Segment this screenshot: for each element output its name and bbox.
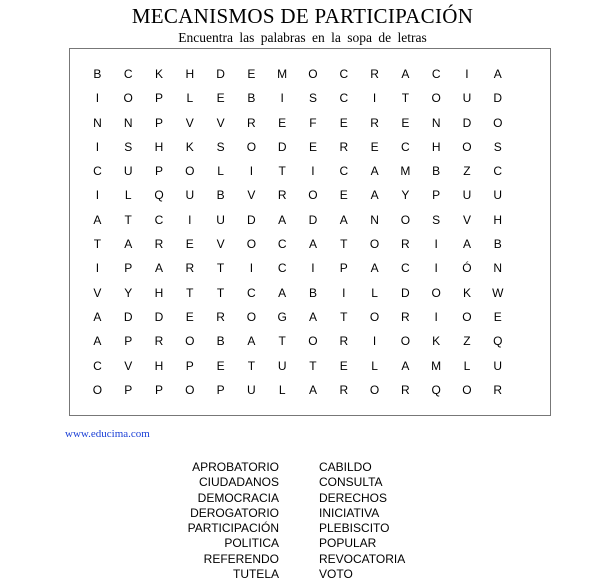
grid-letter: K <box>185 139 194 154</box>
grid-letter: O <box>308 188 318 203</box>
grid-letter: T <box>340 309 348 324</box>
grid-letter: I <box>434 237 438 252</box>
word-list-item: CABILDO <box>319 460 372 474</box>
grid-letter: O <box>185 382 195 397</box>
grid-letter: V <box>216 237 225 252</box>
grid-letter: E <box>185 237 194 252</box>
grid-letter: S <box>124 139 133 154</box>
grid-letter: A <box>308 382 317 397</box>
grid-letter: M <box>277 67 288 81</box>
grid-letter: C <box>154 212 164 227</box>
grid-letter: R <box>339 139 349 154</box>
grid-letter: C <box>401 139 410 154</box>
grid-letter: A <box>124 237 133 252</box>
grid-letter: C <box>339 91 349 106</box>
grid-letter: H <box>154 139 164 154</box>
grid-letter: B <box>93 67 102 81</box>
grid-letter: H <box>431 139 441 154</box>
grid-letter: O <box>431 285 441 300</box>
grid-letter: Y <box>124 285 133 300</box>
grid-letter: T <box>216 285 225 300</box>
grid-letter: S <box>432 212 441 227</box>
grid-letter: I <box>188 212 192 227</box>
word-list-item: REVOCATORIA <box>319 551 406 566</box>
grid-letter: I <box>280 91 284 106</box>
grid-letter: I <box>249 164 254 179</box>
grid-letter: U <box>185 188 195 203</box>
grid-letter: R <box>185 261 195 276</box>
grid-letter: P <box>339 261 348 276</box>
grid-letter: R <box>401 237 410 252</box>
grid-letter: K <box>462 285 471 300</box>
grid-letter: K <box>154 67 163 81</box>
grid-letter: L <box>217 164 224 179</box>
grid-letter: D <box>462 115 472 130</box>
grid-letter: W <box>492 285 504 300</box>
grid-letter: P <box>124 261 133 276</box>
grid-letter: T <box>278 164 286 179</box>
grid-letter: E <box>401 115 410 130</box>
grid-letter: Z <box>463 164 471 179</box>
grid-letter: I <box>372 334 377 349</box>
grid-letter: R <box>370 67 379 81</box>
grid-letter: Ó <box>462 261 472 276</box>
grid-letter: L <box>278 382 286 397</box>
grid-letter: I <box>465 67 469 81</box>
grid-letter: I <box>249 261 254 276</box>
grid-letter: N <box>370 212 379 227</box>
grid-letter: C <box>93 358 102 373</box>
grid-letter: R <box>401 382 410 397</box>
grid-letter: R <box>401 309 410 324</box>
grid-letter: O <box>185 164 195 179</box>
grid-letter: O <box>92 382 103 397</box>
grid-letter: E <box>370 139 379 154</box>
grid-letter: A <box>278 285 287 300</box>
grid-letter: O <box>246 237 257 252</box>
word-list-item: REFERENDO <box>203 551 279 566</box>
grid-letter: O <box>246 139 257 154</box>
grid-letter: D <box>247 212 256 227</box>
grid-letter: P <box>154 115 163 130</box>
grid-letter: N <box>493 261 503 276</box>
grid-letter: V <box>93 285 102 300</box>
grid-letter: E <box>339 358 348 373</box>
grid-letter: O <box>431 91 441 106</box>
grid-letter: A <box>462 237 471 252</box>
grid-letter: O <box>400 334 411 349</box>
grid-letter: U <box>493 358 503 373</box>
grid-letter: E <box>278 115 287 130</box>
word-list-item: VOTO <box>319 567 353 582</box>
grid-letter: B <box>247 91 256 106</box>
grid-letter: C <box>123 67 133 81</box>
grid-letter: D <box>493 91 503 106</box>
grid-letter: M <box>431 358 442 373</box>
grid-letter: D <box>401 285 410 300</box>
grid-letter: A <box>154 261 163 276</box>
grid-letter: O <box>185 334 195 349</box>
grid-letter: U <box>277 358 287 373</box>
grid-letter: V <box>124 358 133 373</box>
grid-letter: A <box>93 212 102 227</box>
grid-letter: I <box>95 139 100 154</box>
grid-letter: C <box>493 164 503 179</box>
grid-letter: O <box>246 309 257 324</box>
grid-letter: R <box>370 115 379 130</box>
word-list-item: TUTELA <box>232 567 279 582</box>
grid-letter: O <box>462 309 472 324</box>
grid-letter: C <box>277 261 287 276</box>
grid-letter: I <box>95 91 100 106</box>
grid-letter: B <box>216 188 225 203</box>
grid-letter: V <box>462 212 471 227</box>
grid-letter: C <box>339 164 349 179</box>
grid-letter: L <box>124 188 132 203</box>
grid-letter: V <box>216 115 225 130</box>
grid-letter: I <box>372 91 377 106</box>
grid-letter: A <box>370 188 379 203</box>
grid-letter: A <box>93 334 102 349</box>
grid-letter: I <box>95 188 100 203</box>
word-list-item: PLEBISCITO <box>319 521 390 536</box>
grid-letter: O <box>308 334 318 349</box>
word-list-item: DEROGATORIO <box>190 505 279 520</box>
grid-letter: A <box>401 67 410 81</box>
grid-letter: F <box>309 115 317 130</box>
grid-letter: T <box>93 237 102 252</box>
grid-letter: O <box>369 309 380 324</box>
grid-letter: I <box>311 164 315 179</box>
grid-letter: A <box>339 212 348 227</box>
grid-letter: T <box>340 237 348 252</box>
grid-letter: V <box>247 188 256 203</box>
grid-letter: O <box>308 67 318 81</box>
grid-letter: R <box>339 382 349 397</box>
grid-letter: P <box>185 358 194 373</box>
grid-letter: O <box>123 91 133 106</box>
grid-letter: R <box>339 334 349 349</box>
grid-letter: I <box>434 261 438 276</box>
grid-letter: Q <box>493 334 503 349</box>
word-list-item: DEMOCRACIA <box>197 490 279 505</box>
grid-letter: A <box>370 261 379 276</box>
grid-letter: U <box>462 91 472 106</box>
grid-letter: R <box>216 309 225 324</box>
website-link[interactable]: www.educima.com <box>65 428 150 440</box>
word-list-item: APROBATORIO <box>192 460 279 474</box>
grid-letter: R <box>277 188 287 203</box>
grid-letter: S <box>308 91 317 106</box>
grid-letter: B <box>432 164 441 179</box>
word-list-left <box>188 460 279 582</box>
grid-letter: H <box>185 67 195 81</box>
grid-letter: O <box>400 212 411 227</box>
grid-letter: I <box>342 285 346 300</box>
word-list-item: POLITICA <box>224 536 279 551</box>
word-search-grid <box>82 62 513 402</box>
grid-letter: E <box>308 139 317 154</box>
grid-letter: D <box>154 309 164 324</box>
grid-letter: E <box>216 358 225 373</box>
grid-letter: D <box>123 309 133 324</box>
grid-letter: E <box>216 91 225 106</box>
grid-letter: E <box>247 67 256 81</box>
grid-letter: H <box>154 285 164 300</box>
grid-letter: R <box>247 115 256 130</box>
grid-letter: E <box>185 309 194 324</box>
grid-letter: T <box>186 285 194 300</box>
grid-letter: K <box>432 334 441 349</box>
grid-letter: E <box>339 115 348 130</box>
grid-letter: G <box>277 309 287 324</box>
grid-letter: B <box>493 237 502 252</box>
grid-letter: N <box>123 115 133 130</box>
word-list-item: DERECHOS <box>319 490 388 505</box>
grid-letter: A <box>308 309 317 324</box>
grid-letter: I <box>95 261 100 276</box>
grid-letter: A <box>308 237 317 252</box>
word-list-item: INICIATIVA <box>319 505 380 520</box>
word-list-right <box>319 460 405 582</box>
grid-letter: P <box>124 382 133 397</box>
grid-letter: T <box>401 91 410 106</box>
grid-letter: L <box>371 358 378 373</box>
grid-letter: O <box>462 139 472 154</box>
grid-letter: E <box>339 188 348 203</box>
grid-letter: S <box>493 139 502 154</box>
grid-letter: A <box>247 334 256 349</box>
grid-letter: C <box>431 67 441 81</box>
grid-letter: A <box>401 358 410 373</box>
grid-letter: I <box>311 261 315 276</box>
grid-letter: Q <box>431 382 441 397</box>
grid-letter: U <box>462 188 472 203</box>
grid-letter: B <box>216 334 225 349</box>
grid-letter: P <box>432 188 441 203</box>
grid-letter: U <box>123 164 133 179</box>
grid-letter: P <box>154 382 163 397</box>
grid-letter: Y <box>401 188 410 203</box>
grid-letter: U <box>493 188 503 203</box>
grid-letter: R <box>154 334 164 349</box>
grid-letter: C <box>401 261 410 276</box>
grid-letter: C <box>93 164 102 179</box>
grid-letter: E <box>493 309 502 324</box>
grid-letter: A <box>493 67 502 81</box>
word-list-item: CONSULTA <box>319 475 383 490</box>
grid-letter: T <box>278 334 286 349</box>
word-list-item: POPULAR <box>319 536 377 551</box>
grid-letter: U <box>216 212 225 227</box>
grid-letter: H <box>154 358 164 373</box>
instructions: Encuentra las palabras en la sopa de letras <box>178 30 427 45</box>
grid-letter: P <box>216 382 225 397</box>
grid-letter: D <box>277 139 287 154</box>
grid-letter: T <box>216 261 225 276</box>
grid-letter: M <box>400 164 411 179</box>
grid-letter: T <box>247 358 256 373</box>
grid-letter: L <box>463 358 471 373</box>
grid-letter: C <box>339 67 349 81</box>
grid-letter: O <box>493 115 503 130</box>
grid-letter: A <box>370 164 379 179</box>
grid-letter: D <box>308 212 318 227</box>
grid-letter: N <box>93 115 102 130</box>
grid-letter: S <box>216 139 225 154</box>
grid-letter: Z <box>463 334 471 349</box>
grid-letter: R <box>493 382 503 397</box>
grid-letter: T <box>124 212 132 227</box>
grid-letter: P <box>124 334 133 349</box>
grid-letter: P <box>154 91 163 106</box>
grid-letter: O <box>369 237 380 252</box>
grid-letter: R <box>154 237 164 252</box>
grid-letter: P <box>154 164 163 179</box>
grid-letter: D <box>216 67 225 81</box>
grid-letter: C <box>277 237 287 252</box>
grid-letter: A <box>93 309 102 324</box>
grid-letter: T <box>309 358 317 373</box>
grid-letter: B <box>308 285 317 300</box>
grid-letter: N <box>431 115 441 130</box>
word-list-item: CIUDADANOS <box>198 475 279 490</box>
grid-letter: Q <box>154 188 164 203</box>
grid-letter: O <box>462 382 472 397</box>
grid-letter: L <box>186 91 194 106</box>
grid-letter: I <box>434 309 438 324</box>
page-title: MECANISMOS DE PARTICIPACIÓN <box>131 4 474 28</box>
grid-letter: U <box>247 382 256 397</box>
grid-letter: H <box>493 212 503 227</box>
word-list-item: PARTICIPACIÓN <box>187 521 279 536</box>
grid-letter: C <box>247 285 256 300</box>
grid-letter: A <box>278 212 287 227</box>
grid-letter: L <box>371 285 378 300</box>
grid-letter: O <box>369 382 380 397</box>
grid-letter: V <box>185 115 194 130</box>
